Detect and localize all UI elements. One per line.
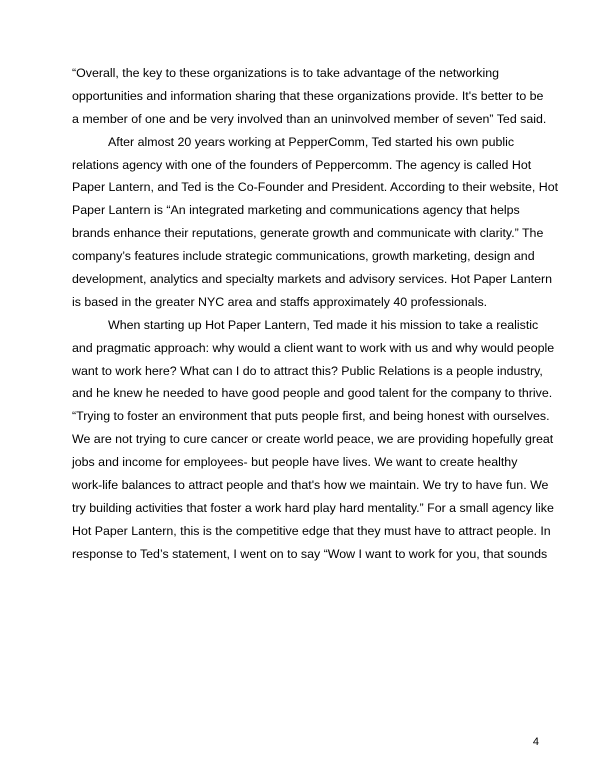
- text-line: After almost 20 years working at PepperComm, Ted started his own public: [108, 134, 515, 149]
- text-line: work-life balances to attract people and that's how we maintain. We try to have fun. We: [72, 478, 549, 493]
- paragraph: [72, 62, 547, 131]
- text-line: “Overall, the key to these organizations is to take advantage of the networking: [72, 66, 500, 80]
- body-text: [72, 62, 559, 566]
- text-line: want to work here? What can I do to attract this? Public Relations is a people industry,: [72, 363, 543, 378]
- page-number: 4: [532, 736, 539, 748]
- text-line: and pragmatic approach: why would a client want to work with us and why would people: [72, 340, 555, 355]
- text-line: Paper Lantern, and Ted is the Co-Founder and President. According to their website, Hot: [72, 180, 559, 195]
- text-line: company’s features include strategic communications, growth marketing, design and: [72, 249, 535, 264]
- text-line: development, analytics and specialty markets and advisory services. Hot Paper Lantern: [72, 272, 553, 287]
- text-line: Paper Lantern is “An integrated marketing and communications agency that helps: [72, 203, 520, 218]
- text-line: a member of one and be very involved than an uninvolved member of seven” Ted said.: [72, 111, 547, 126]
- text-line: try building activities that foster a work hard play hard mentality.” For a small agency like: [72, 500, 554, 515]
- text-line: When starting up Hot Paper Lantern, Ted made it his mission to take a realistic: [108, 317, 539, 332]
- text-line: Hot Paper Lantern, this is the competitive edge that they must have to attract people. In: [72, 523, 551, 538]
- text-line: brands enhance their reputations, generate growth and communicate with clarity.” The: [72, 226, 544, 241]
- text-line: response to Ted’s statement, I went on to say “Wow I want to work for you, that sounds: [72, 546, 548, 561]
- text-line: relations agency with one of the founders of Peppercomm. The agency is called Hot: [72, 157, 532, 172]
- text-line: “Trying to foster an environment that puts people first, and being honest with ourselves.: [72, 409, 550, 424]
- text-line: is based in the greater NYC area and staffs approximately 40 professionals.: [72, 294, 488, 309]
- text-line: We are not trying to cure cancer or create world peace, we are providing hopefully great: [72, 432, 554, 447]
- text-line: jobs and income for employees- but people have lives. We want to create healthy: [72, 455, 518, 470]
- paragraph: [72, 314, 555, 566]
- paragraph: [72, 131, 559, 314]
- text-line: opportunities and information sharing that these organizations provide. It's better to be: [72, 88, 544, 103]
- text-line: and he knew he needed to have good people and good talent for the company to thrive.: [72, 386, 553, 401]
